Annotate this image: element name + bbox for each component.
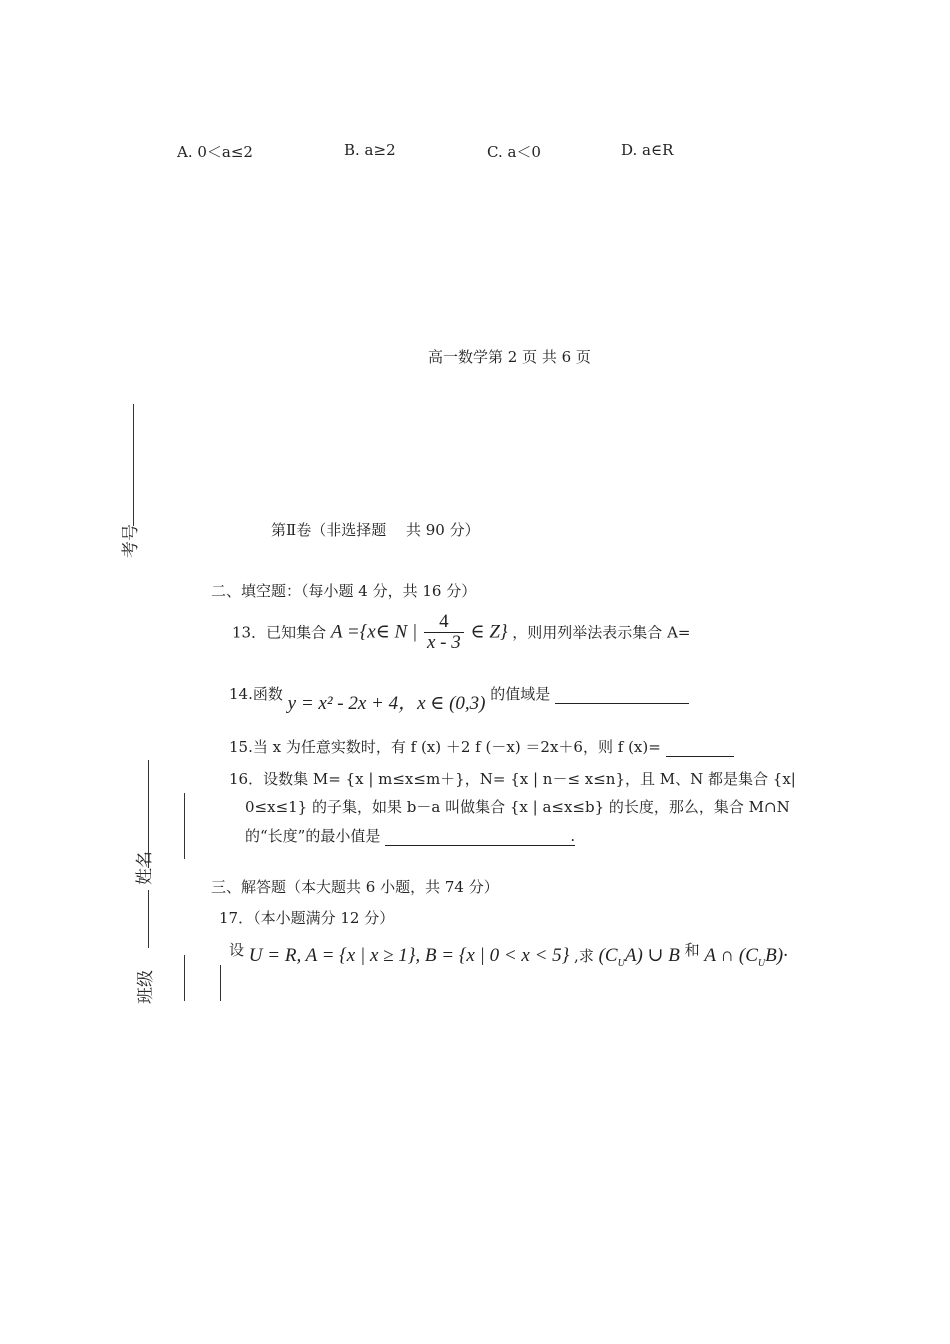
q13-set-lhs: A ={x∈ N | (330, 621, 418, 643)
q16-answer-blank[interactable] (385, 827, 575, 846)
question-17-title: 17．（本小题满分 12 分） (219, 909, 395, 927)
question-17-body (229, 941, 788, 969)
q15-text: 15.当 x 为任意实数时，有 f (x) ＋2 f (－x) ＝2x＋6，则 f (x)= (229, 738, 661, 756)
question-16-line3 (245, 825, 575, 846)
q17-and: 和 (684, 941, 700, 959)
q14-expression: y = x² - 2x + 4，x ∈ (0,3) (287, 693, 486, 714)
q13-numerator: 4 (424, 612, 464, 633)
q14-prefix: 14.函数 (229, 685, 283, 703)
q17-expr4 (704, 945, 788, 969)
page-footer: 高一数学第 2 页 共 6 页 (428, 348, 591, 366)
q17-sub2: U (757, 957, 766, 969)
question-16-line2: 0≤x≤1} 的子集，如果 b－a 叫做集合 {x | a≤x≤b} 的长度，那么，集合 M∩N (245, 798, 790, 816)
q14-suffix: 的值域是 (490, 685, 551, 703)
question-16-line1: 16．设数集 M= {x | m≤x≤m＋}，N= {x | n－≤ x≤n}，且 M、N 都是集合 {x| (229, 770, 796, 788)
q17-mid: ,求 (574, 947, 594, 965)
q17-union: A) ∪ B (624, 945, 680, 966)
option-c: C. a＜0 (487, 143, 541, 161)
q17-intersect: A ∩ (C (704, 945, 758, 966)
q13-prefix: 13．已知集合 (232, 623, 327, 642)
class-line-left (148, 890, 149, 948)
q13-set-rhs: ∈ Z} (470, 621, 508, 643)
question-15 (229, 736, 734, 757)
question-13 (232, 612, 690, 653)
option-a: A. 0＜a≤2 (177, 143, 253, 161)
exam-no-line (133, 404, 134, 526)
q13-denominator: x - 3 (426, 632, 461, 653)
q17-expr2 (598, 945, 680, 969)
class-label: 班级 (136, 970, 156, 1004)
q17-cu: (C (598, 945, 618, 966)
q17-expr1: U = R, A = {x | x ≥ 1}, B = {x | 0 < x < 5} (248, 945, 570, 966)
q14-answer-blank[interactable] (555, 685, 689, 704)
class-line-right (220, 965, 221, 1001)
q17-end: B)· (765, 945, 788, 966)
question-14 (229, 678, 689, 714)
name-line-right (184, 793, 185, 859)
q16-end: . (570, 827, 576, 845)
answer-heading: 三、解答题（本大题共 6 小题，共 74 分） (211, 878, 499, 896)
name-label: 姓名 (135, 851, 155, 885)
q16-line3-text: 的“长度”的最小值是 (245, 827, 381, 845)
fill-blank-heading: 二、填空题：（每小题 4 分，共 16 分） (211, 582, 477, 600)
section-title: 第Ⅱ卷（非选择题 共 90 分） (271, 521, 480, 539)
option-b: B. a≥2 (344, 141, 396, 159)
q15-answer-blank[interactable] (666, 738, 734, 757)
exam-no-label: 考号 (121, 524, 141, 558)
q17-prefix: 设 (229, 941, 245, 959)
option-d: D. a∈R (621, 141, 674, 159)
q17-sub: U (617, 957, 625, 969)
q13-suffix: ，则用列举法表示集合 A= (512, 623, 691, 642)
class-line-mid (184, 955, 185, 1001)
q13-fraction (424, 612, 464, 653)
